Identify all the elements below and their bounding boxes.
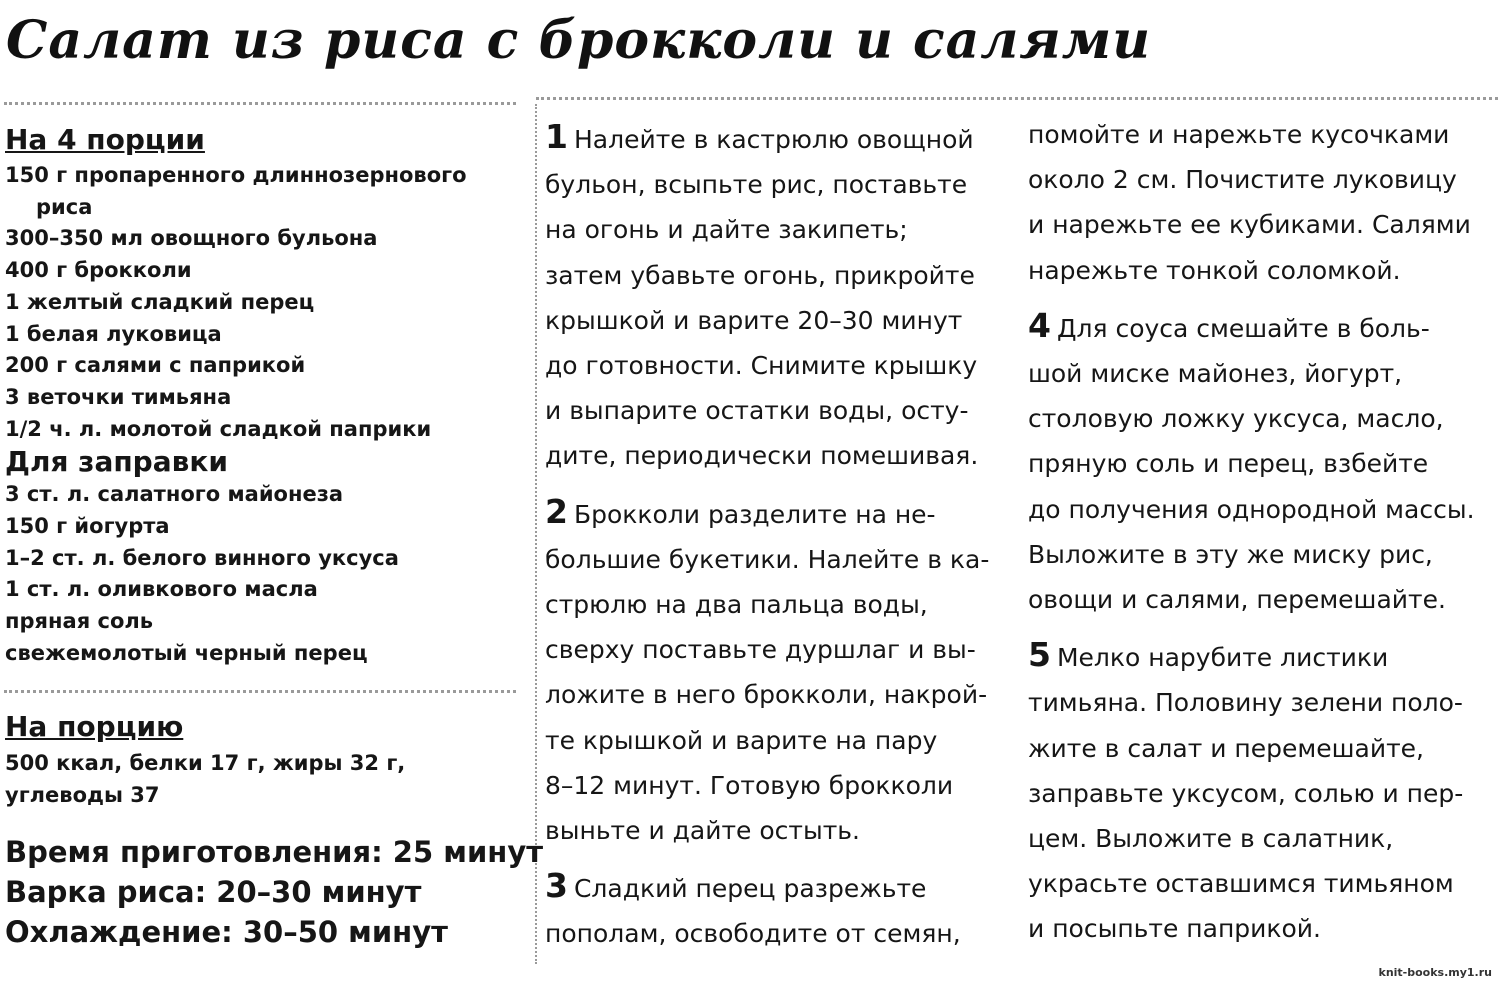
step-2: 2 Брокколи разделите на не- большие букетики. Налейте в ка- стрюлю на два пальца воды, сверху поставьте дуршлаг и вы- ложите в него брокколи, накрой- те крышкой и варите на пару 8–12 минут. Готовую брокколи выньте и дайте остыть. bbox=[545, 491, 990, 846]
divider-top-right bbox=[536, 97, 1498, 100]
dressing-item: 1–2 ст. л. белого винного уксуса bbox=[5, 545, 399, 570]
step-number: 3 bbox=[545, 866, 568, 906]
times-section bbox=[5, 832, 544, 952]
nutrition-line: 500 ккал, белки 17 г, жиры 32 г, bbox=[5, 751, 406, 775]
ingredient-item: 200 г салями с паприкой bbox=[5, 353, 306, 378]
dressing-heading: Для заправки bbox=[5, 445, 228, 479]
nutrition-section bbox=[5, 707, 515, 811]
steps-column-right bbox=[1028, 112, 1493, 962]
ingredients-section bbox=[5, 120, 515, 670]
step-number: 5 bbox=[1028, 635, 1051, 675]
ingredient-item: 1 желтый сладкий перец bbox=[5, 289, 315, 314]
rice-time: Варка риса: 20–30 минут bbox=[5, 875, 422, 909]
step-4: 4 Для соуса смешайте в боль- шой миске майонез, йогурт, столовую ложку уксуса, масло, пряную соль и перец, взбейте до получения однородной массы. Выложите в эту же миску рис, овощи и салями, перемешайте. bbox=[1028, 305, 1475, 615]
step-5: 5 Мелко нарубите листики тимьяна. Половину зелени поло- жите в салат и перемешайте, заправьте уксусом, солью и пер- цем. Выложите в салатник, украсьте оставшимся тимьяном и посыпьте паприкой. bbox=[1028, 635, 1464, 944]
nutrition-heading: На порцию bbox=[5, 710, 184, 743]
ingredient-item: 1/2 ч. л. молотой сладкой паприки bbox=[5, 416, 432, 441]
divider-middle-left bbox=[4, 690, 516, 693]
step-1: 1 Налейте в кастрюлю овощной бульон, всыпьте рис, поставьте на огонь и дайте закипеть; затем убавьте огонь, прикройте крышкой и варите 20–30 минут до готовности. Снимите крышку и выпарите остатки воды, осту- дите, периодически помешивая. bbox=[545, 117, 979, 471]
dressing-item: 1 ст. л. оливкового масла bbox=[5, 577, 318, 602]
ingredients-list bbox=[5, 160, 515, 445]
dressing-item: пряная соль bbox=[5, 609, 154, 634]
step-3-start: 3 Сладкий перец разрежьте пополам, освободите от семян, bbox=[545, 866, 961, 949]
steps-column-middle bbox=[545, 114, 1015, 967]
nutrition-line: углеводы 37 bbox=[5, 783, 160, 807]
recipe-title: Салат из риса с брокколи и салями bbox=[6, 10, 1152, 71]
step-3-continued: помойте и нарежьте кусочками около 2 см. Почистите луковицу и нарежьте ее кубиками. Салями нарежьте тонкой соломкой. bbox=[1028, 120, 1471, 285]
divider-top-left bbox=[4, 102, 516, 105]
ingredient-item: 300–350 мл овощного бульона bbox=[5, 226, 378, 251]
step-number: 1 bbox=[545, 117, 568, 156]
dressing-item: 3 ст. л. салатного майонеза bbox=[5, 482, 344, 507]
ingredient-item: 400 г брокколи bbox=[5, 258, 192, 283]
ingredient-item: 150 г пропаренного длиннозернового риса bbox=[5, 163, 467, 219]
watermark: knit-books.my1.ru bbox=[1378, 966, 1492, 979]
ingredient-item: 1 белая луковица bbox=[5, 321, 222, 346]
dressing-item: свежемолотый черный перец bbox=[5, 640, 368, 665]
step-number: 4 bbox=[1028, 305, 1051, 345]
dressing-list bbox=[5, 479, 515, 669]
ingredients-heading: На 4 порции bbox=[5, 123, 205, 156]
dressing-item: 150 г йогурта bbox=[5, 514, 170, 539]
ingredient-item: 3 веточки тимьяна bbox=[5, 384, 232, 409]
step-number: 2 bbox=[545, 491, 568, 531]
prep-time: Время приготовления: 25 минут bbox=[5, 835, 544, 869]
cooling-time: Охлаждение: 30–50 минут bbox=[5, 915, 448, 949]
